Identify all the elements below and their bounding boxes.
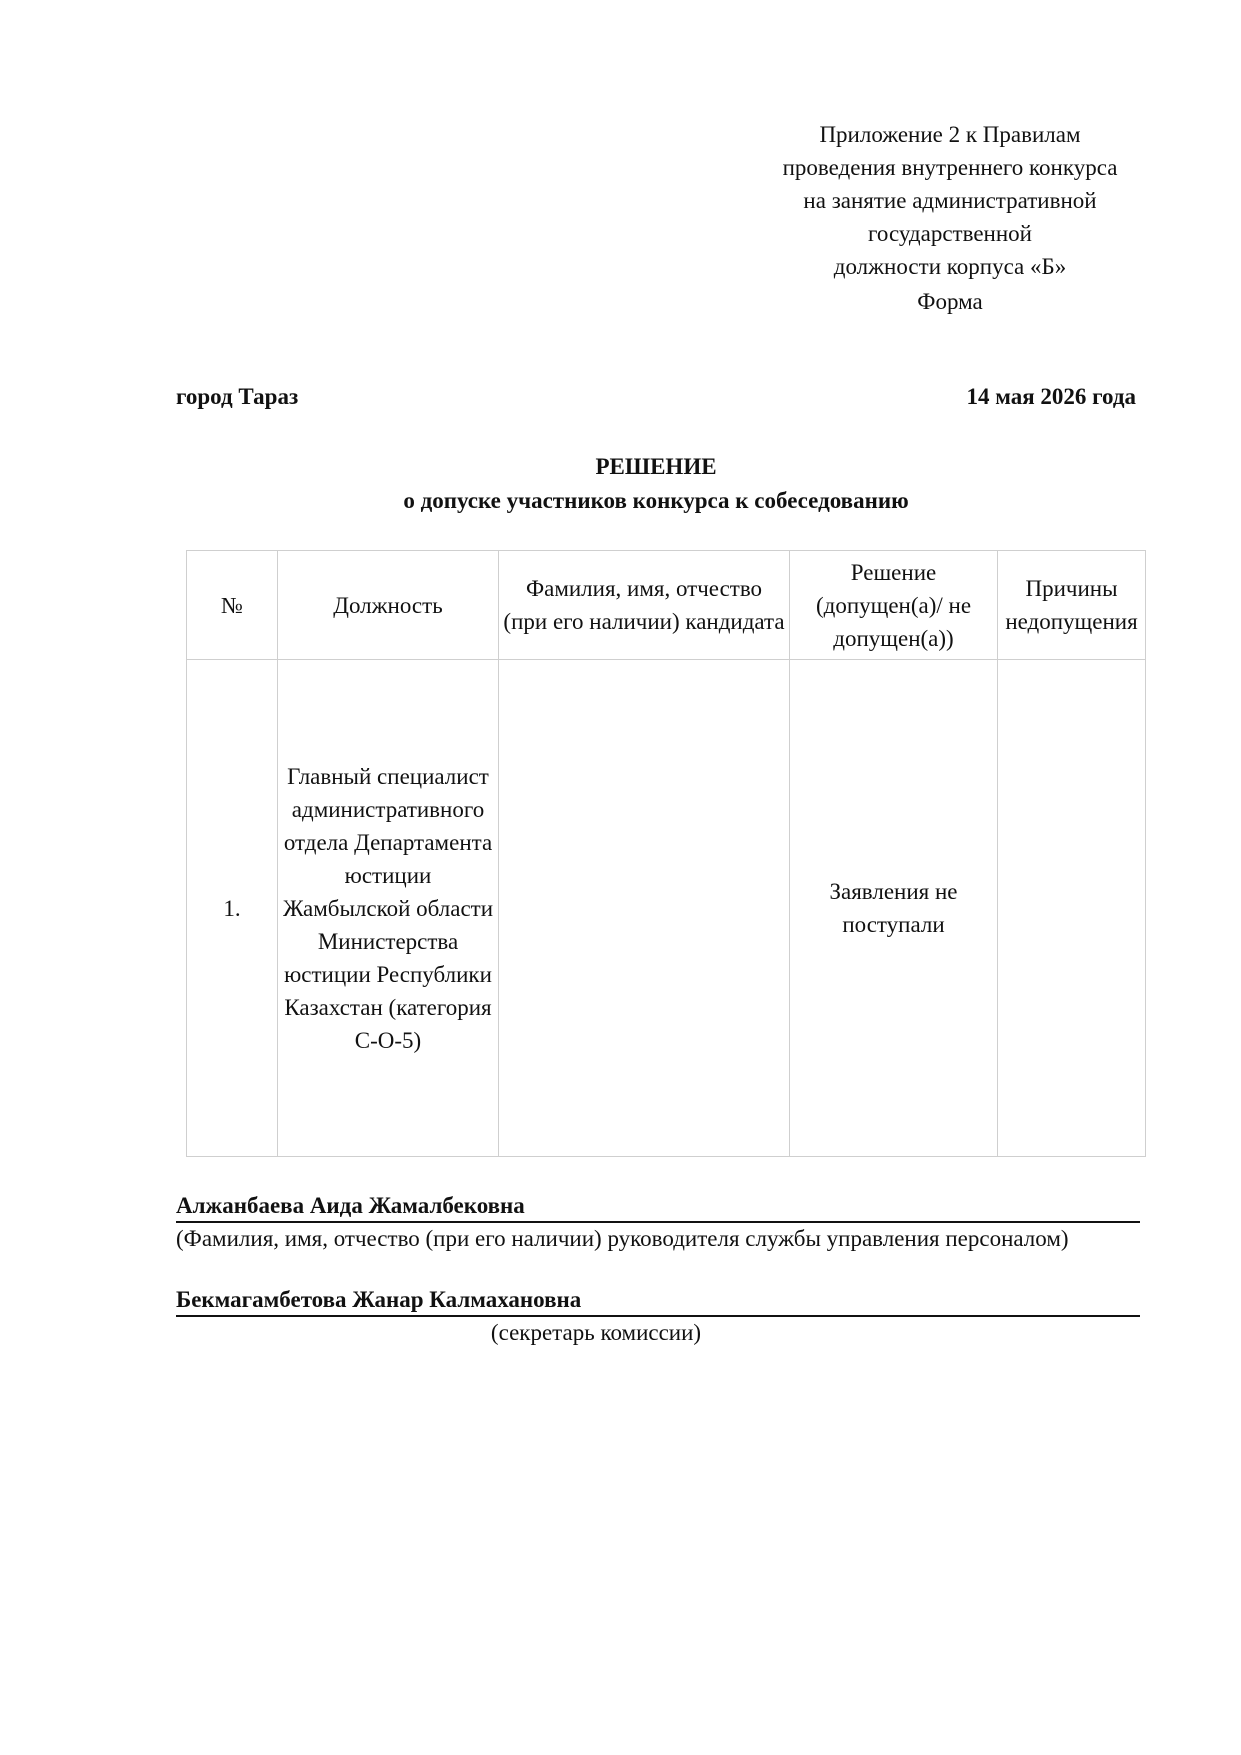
decision-table <box>186 550 1146 1157</box>
header-number: № <box>187 551 278 660</box>
cell-decision: Заявления не поступали <box>790 660 998 1157</box>
table-header-row <box>187 551 1146 660</box>
secretary-signature <box>176 1285 1136 1348</box>
document-subtitle: о допуске участников конкурса к собеседованию <box>403 488 909 513</box>
document-title: РЕШЕНИЕ <box>595 454 717 479</box>
hr-head-signature <box>176 1191 1136 1254</box>
secretary-caption: (секретарь комиссии) <box>490 1320 702 1345</box>
hr-head-name: Алжанбаева Аида Жамалбековна <box>176 1191 1140 1223</box>
appendix-line: на занятие административной <box>803 188 1097 213</box>
cell-candidate <box>499 660 790 1157</box>
document-title-block <box>176 450 1136 518</box>
appendix-line: государственной <box>868 221 1032 246</box>
date: 14 мая 2026 года <box>966 384 1136 409</box>
place: город Тараз <box>176 384 299 409</box>
appendix-note <box>740 118 1160 318</box>
table-row <box>187 660 1146 1157</box>
header-decision: Решение (допущен(а)/ не допущен(а)) <box>790 551 998 660</box>
cell-position: Главный специалист административного отдела Департамента юстиции Жамбылской области Министерства юстиции Республики Казахстан (категория С-О-5) <box>278 660 499 1157</box>
appendix-line: должности корпуса «Б» <box>833 254 1067 279</box>
form-label: Форма <box>917 289 983 314</box>
header-candidate: Фамилия, имя, отчество (при его наличии) кандидата <box>499 551 790 660</box>
secretary-name: Бекмагамбетова Жанар Калмахановна <box>176 1285 1140 1317</box>
appendix-line: Приложение 2 к Правилам <box>819 122 1081 147</box>
place-date-row <box>176 384 1136 410</box>
header-reason: Причины недопущения <box>998 551 1146 660</box>
cell-number: 1. <box>187 660 278 1157</box>
hr-head-caption: (Фамилия, имя, отчество (при его наличии) руководителя службы управления персоналом) <box>176 1226 1069 1251</box>
header-position: Должность <box>278 551 499 660</box>
cell-reason <box>998 660 1146 1157</box>
appendix-line: проведения внутреннего конкурса <box>782 155 1118 180</box>
